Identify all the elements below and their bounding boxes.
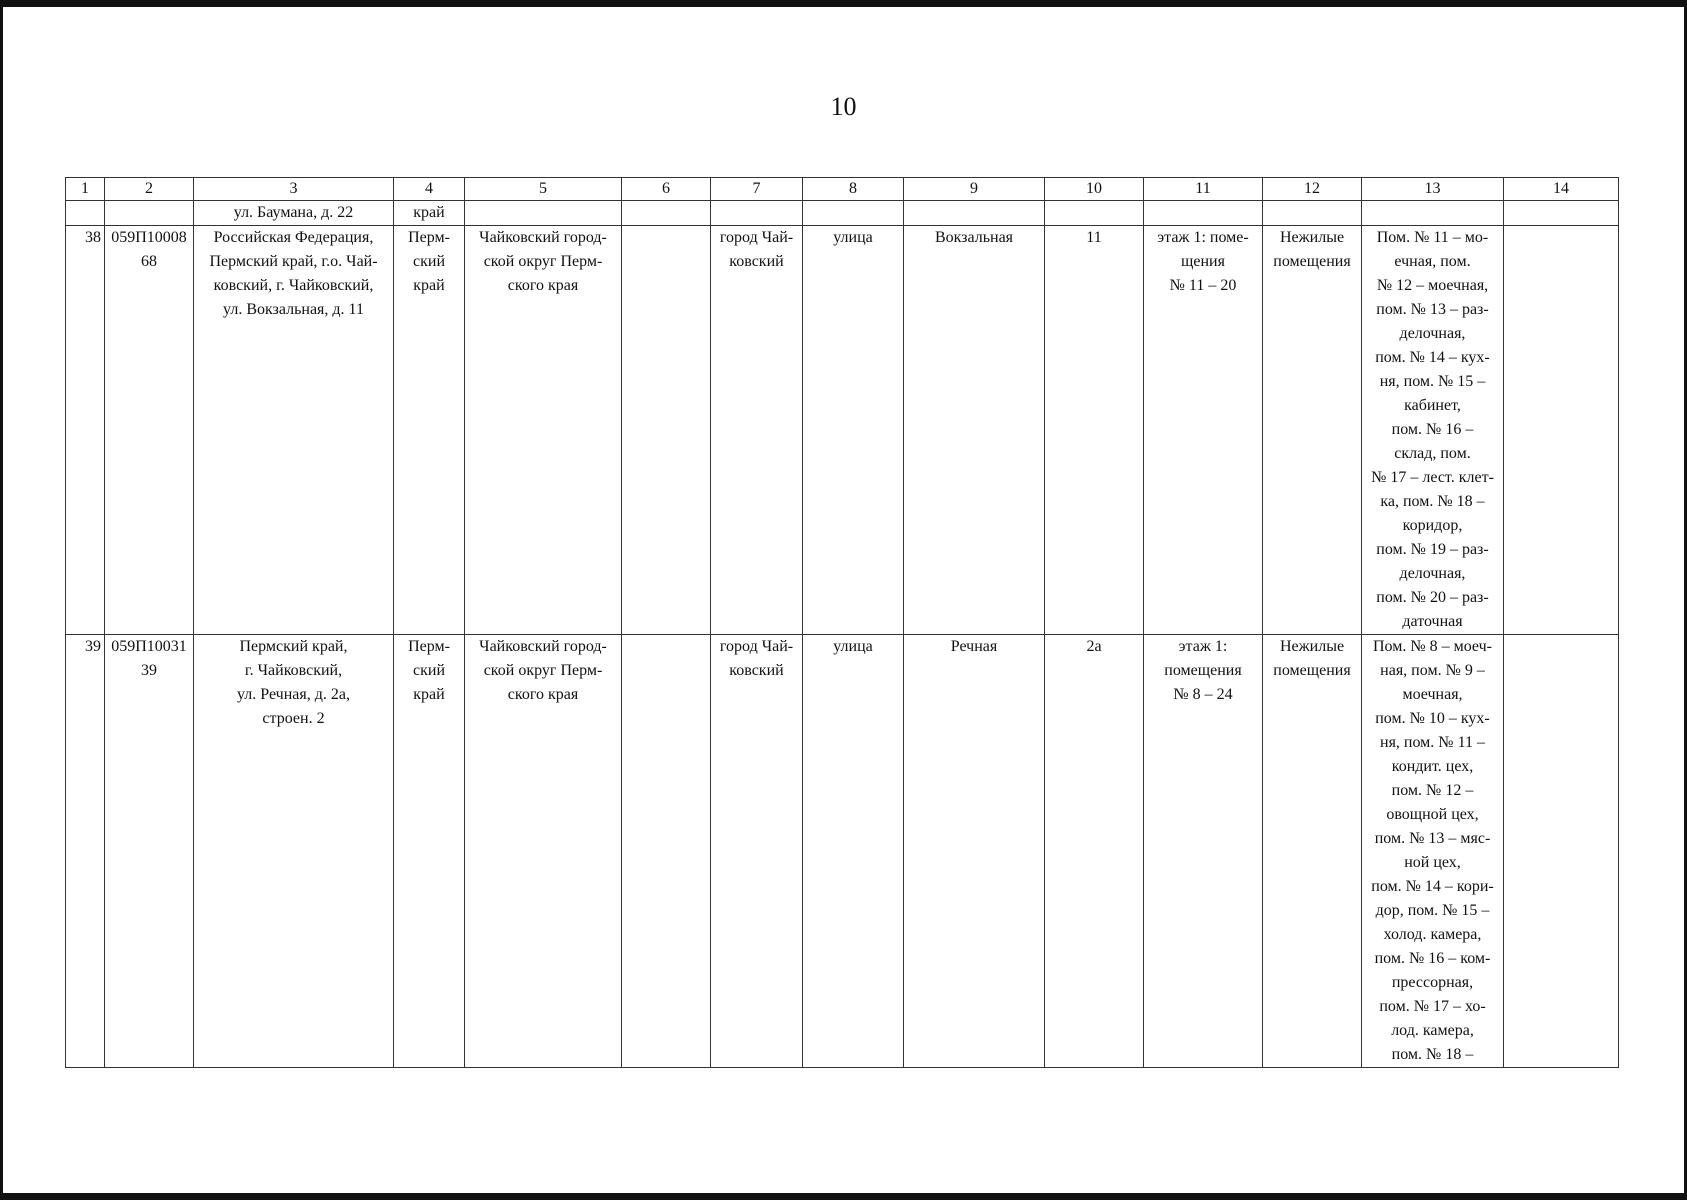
table-cell (1263, 201, 1362, 226)
scan-border-left (0, 0, 3, 1200)
cell-line: ского края (507, 277, 579, 294)
cell-line: дор, пом. № 15 – (1375, 902, 1490, 919)
cell-line: Перм- (408, 638, 450, 655)
column-number: 4 (394, 178, 465, 201)
cell-line: город Чай- (719, 229, 794, 246)
cell-line: ной цех, (1404, 854, 1461, 871)
settlement-cell (622, 226, 711, 635)
table-row (66, 635, 1619, 1068)
cell-line: Чайковский город- (479, 638, 607, 655)
street-type-cell: улица (803, 226, 904, 635)
cell-line: г. Чайковский, (244, 662, 343, 679)
table-cell (1504, 201, 1619, 226)
region-cell: край (394, 201, 465, 226)
column-number: 1 (66, 178, 105, 201)
table-cell (622, 201, 711, 226)
cell-line: даточная (1402, 613, 1463, 630)
address-cell (194, 226, 394, 635)
cell-line: ка, пом. № 18 – (1380, 493, 1485, 510)
cell-line: ул. Речная, д. 2а, (237, 686, 350, 703)
cell-line: ул. Вокзальная, д. 11 (223, 301, 364, 318)
cell-line: город Чай- (719, 638, 794, 655)
column-number: 9 (904, 178, 1045, 201)
cell-line: 39 (141, 662, 157, 679)
cell-line: прессорная, (1391, 974, 1474, 991)
address-cell (194, 635, 394, 1068)
street-cell: Речная (904, 635, 1045, 1068)
column-number: 5 (465, 178, 622, 201)
column-number: 10 (1045, 178, 1144, 201)
cell-line: ского края (507, 686, 579, 703)
column-number-row (66, 178, 1619, 201)
premises-type-cell (1263, 226, 1362, 635)
cell-line: моечная, (1402, 686, 1463, 703)
cell-line: делочная, (1399, 325, 1466, 342)
cell-line: пом. № 13 – мяс- (1374, 830, 1491, 847)
locality-cell (711, 226, 803, 635)
cell-line: пом. № 18 – (1391, 1046, 1474, 1063)
street-type-cell: улица (803, 635, 904, 1068)
cell-line: холод. камера, (1383, 926, 1482, 943)
cell-line: кондит. цех, (1391, 758, 1474, 775)
cell-line: край (413, 277, 445, 294)
cell-line: Пермский край, (239, 638, 348, 655)
cell-line: пом. № 13 – раз- (1376, 301, 1489, 318)
row-number-cell: 38 (66, 226, 105, 635)
cell-line: пом. № 16 – (1391, 421, 1474, 438)
cell-line: Нежилые (1279, 229, 1345, 246)
municipality-cell (465, 635, 622, 1068)
premises-type-cell (1263, 635, 1362, 1068)
code-cell (105, 226, 194, 635)
cell-line: край (413, 686, 445, 703)
cell-line: Российская Федерация, (213, 229, 374, 246)
cell-line: ня, пом. № 15 – (1379, 373, 1486, 390)
scan-border-top (0, 0, 1687, 7)
cell-line: ской округ Перм- (483, 253, 603, 270)
code-cell (105, 635, 194, 1068)
description-cell (1362, 226, 1504, 635)
cell-line: Нежилые (1279, 638, 1345, 655)
house-cell: 2а (1045, 635, 1144, 1068)
cell-line: Чайковский город- (479, 229, 607, 246)
table-cell (1362, 201, 1504, 226)
cell-line: пом. № 14 – кух- (1375, 349, 1490, 366)
cell-line: ечная, пом. (1394, 253, 1471, 270)
cell-line: пом. № 19 – раз- (1376, 541, 1489, 558)
street-cell: Вокзальная (904, 226, 1045, 635)
cell-line: склад, пом. (1394, 445, 1471, 462)
cell-line: помещения (1273, 253, 1351, 270)
column-number: 13 (1362, 178, 1504, 201)
region-cell (394, 635, 465, 1068)
registry-table (65, 177, 1619, 1068)
column-number: 12 (1263, 178, 1362, 201)
note-cell (1504, 226, 1619, 635)
cell-line: пом. № 10 – кух- (1375, 710, 1490, 727)
cell-line: коридор, (1402, 517, 1463, 534)
cell-line: 68 (141, 253, 157, 270)
scan-border-bottom (0, 1193, 1687, 1200)
cell-line: этаж 1: (1178, 638, 1228, 655)
cell-line: ский (413, 662, 445, 679)
table-cell (1144, 201, 1263, 226)
column-number: 6 (622, 178, 711, 201)
cell-line: Пом. № 8 – моеч- (1372, 638, 1493, 655)
cell-line: ский (413, 253, 445, 270)
premises-cell (1144, 635, 1263, 1068)
column-number: 11 (1144, 178, 1263, 201)
cell-line: этаж 1: поме- (1157, 229, 1249, 246)
cell-line: Перм- (408, 229, 450, 246)
cell-line: пом. № 14 – кори- (1371, 878, 1494, 895)
table-cell (904, 201, 1045, 226)
continuation-row (66, 201, 1619, 226)
settlement-cell (622, 635, 711, 1068)
cell-line: 059П10008 (111, 229, 187, 246)
cell-line: Пермский край, г.о. Чай- (209, 253, 378, 270)
municipality-cell (465, 226, 622, 635)
table-cell (1045, 201, 1144, 226)
cell-line: ской округ Перм- (483, 662, 603, 679)
note-cell (1504, 635, 1619, 1068)
locality-cell (711, 635, 803, 1068)
cell-line: ня, пом. № 11 – (1380, 734, 1485, 751)
cell-line: строен. 2 (262, 710, 325, 727)
cell-line: помещения (1164, 662, 1242, 679)
column-number: 7 (711, 178, 803, 201)
cell-line: № 11 – 20 (1169, 277, 1237, 294)
table-cell (465, 201, 622, 226)
cell-line: ковский (729, 253, 784, 270)
cell-line: пом. № 16 – ком- (1374, 950, 1491, 967)
row-number-cell: 39 (66, 635, 105, 1068)
column-number: 3 (194, 178, 394, 201)
table-cell (66, 201, 105, 226)
premises-cell (1144, 226, 1263, 635)
cell-line: Пом. № 11 – мо- (1376, 229, 1489, 246)
table-cell (105, 201, 194, 226)
cell-line: № 8 – 24 (1173, 686, 1233, 703)
column-number: 8 (803, 178, 904, 201)
cell-line: пом. № 12 – (1391, 782, 1474, 799)
cell-line: ковский (729, 662, 784, 679)
house-cell: 11 (1045, 226, 1144, 635)
cell-line: ная, пом. № 9 – (1380, 662, 1485, 679)
cell-line: пом. № 17 – хо- (1379, 998, 1486, 1015)
cell-line: кабинет, (1404, 397, 1461, 414)
cell-line: овощной цех, (1386, 806, 1479, 823)
cell-line: 059П10031 (111, 638, 187, 655)
region-cell (394, 226, 465, 635)
table-row (66, 226, 1619, 635)
column-number: 2 (105, 178, 194, 201)
description-cell (1362, 635, 1504, 1068)
cell-line: помещения (1273, 662, 1351, 679)
cell-line: пом. № 20 – раз- (1376, 589, 1489, 606)
cell-line: щения (1181, 253, 1225, 270)
cell-line: ковский, г. Чайковский, (213, 277, 374, 294)
table-cell (803, 201, 904, 226)
address-cell: ул. Баумана, д. 22 (194, 201, 394, 226)
page-number: 10 (830, 92, 857, 121)
cell-line: делочная, (1399, 565, 1466, 582)
cell-line: № 17 – лест. клет- (1371, 469, 1494, 486)
cell-line: № 12 – моечная, (1376, 277, 1489, 294)
table-cell (711, 201, 803, 226)
column-number: 14 (1504, 178, 1619, 201)
cell-line: лод. камера, (1391, 1022, 1474, 1039)
